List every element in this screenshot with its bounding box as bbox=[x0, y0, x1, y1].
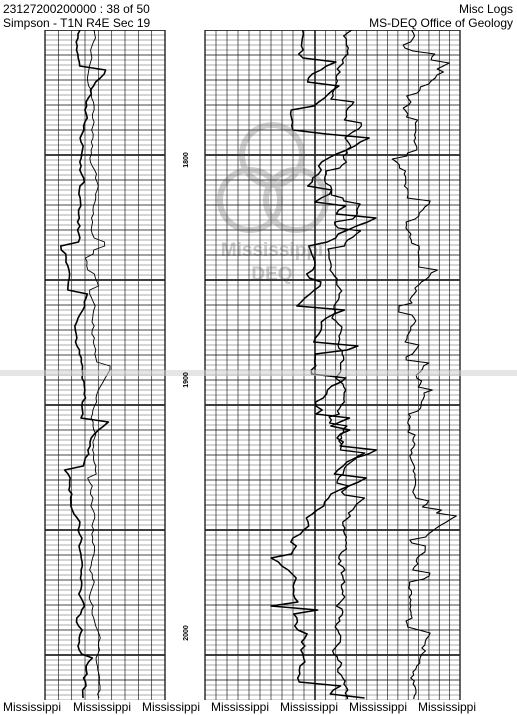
well-location: Simpson - T1N R4E Sec 19 bbox=[3, 16, 151, 30]
footer-text: Mississippi bbox=[73, 700, 132, 714]
footer-text: Mississippi bbox=[211, 700, 270, 714]
footer-text: Mississippi bbox=[142, 700, 201, 714]
footer-text: Mississippi bbox=[3, 700, 62, 714]
record-id: 23127200200000 : 38 of 50 bbox=[3, 2, 150, 16]
watermark-text-deq: DEQ bbox=[251, 264, 293, 285]
footer-watermark-strip bbox=[0, 700, 517, 715]
document-category: Misc Logs bbox=[458, 2, 513, 16]
issuing-office: MS-DEQ Office of Geology bbox=[369, 16, 513, 30]
well-log-image bbox=[0, 30, 517, 700]
footer-text: Mississippi bbox=[349, 700, 408, 714]
footer-text: Mississippi bbox=[418, 700, 477, 714]
depth-mark-1900: 1900 bbox=[183, 372, 190, 388]
paper-fold bbox=[0, 370, 517, 376]
depth-mark-1800: 1800 bbox=[183, 152, 190, 168]
footer-text: Mississippi bbox=[280, 700, 339, 714]
watermark-text-mississippi: Mississippi bbox=[220, 240, 324, 261]
depth-mark-2000: 2000 bbox=[183, 625, 190, 641]
